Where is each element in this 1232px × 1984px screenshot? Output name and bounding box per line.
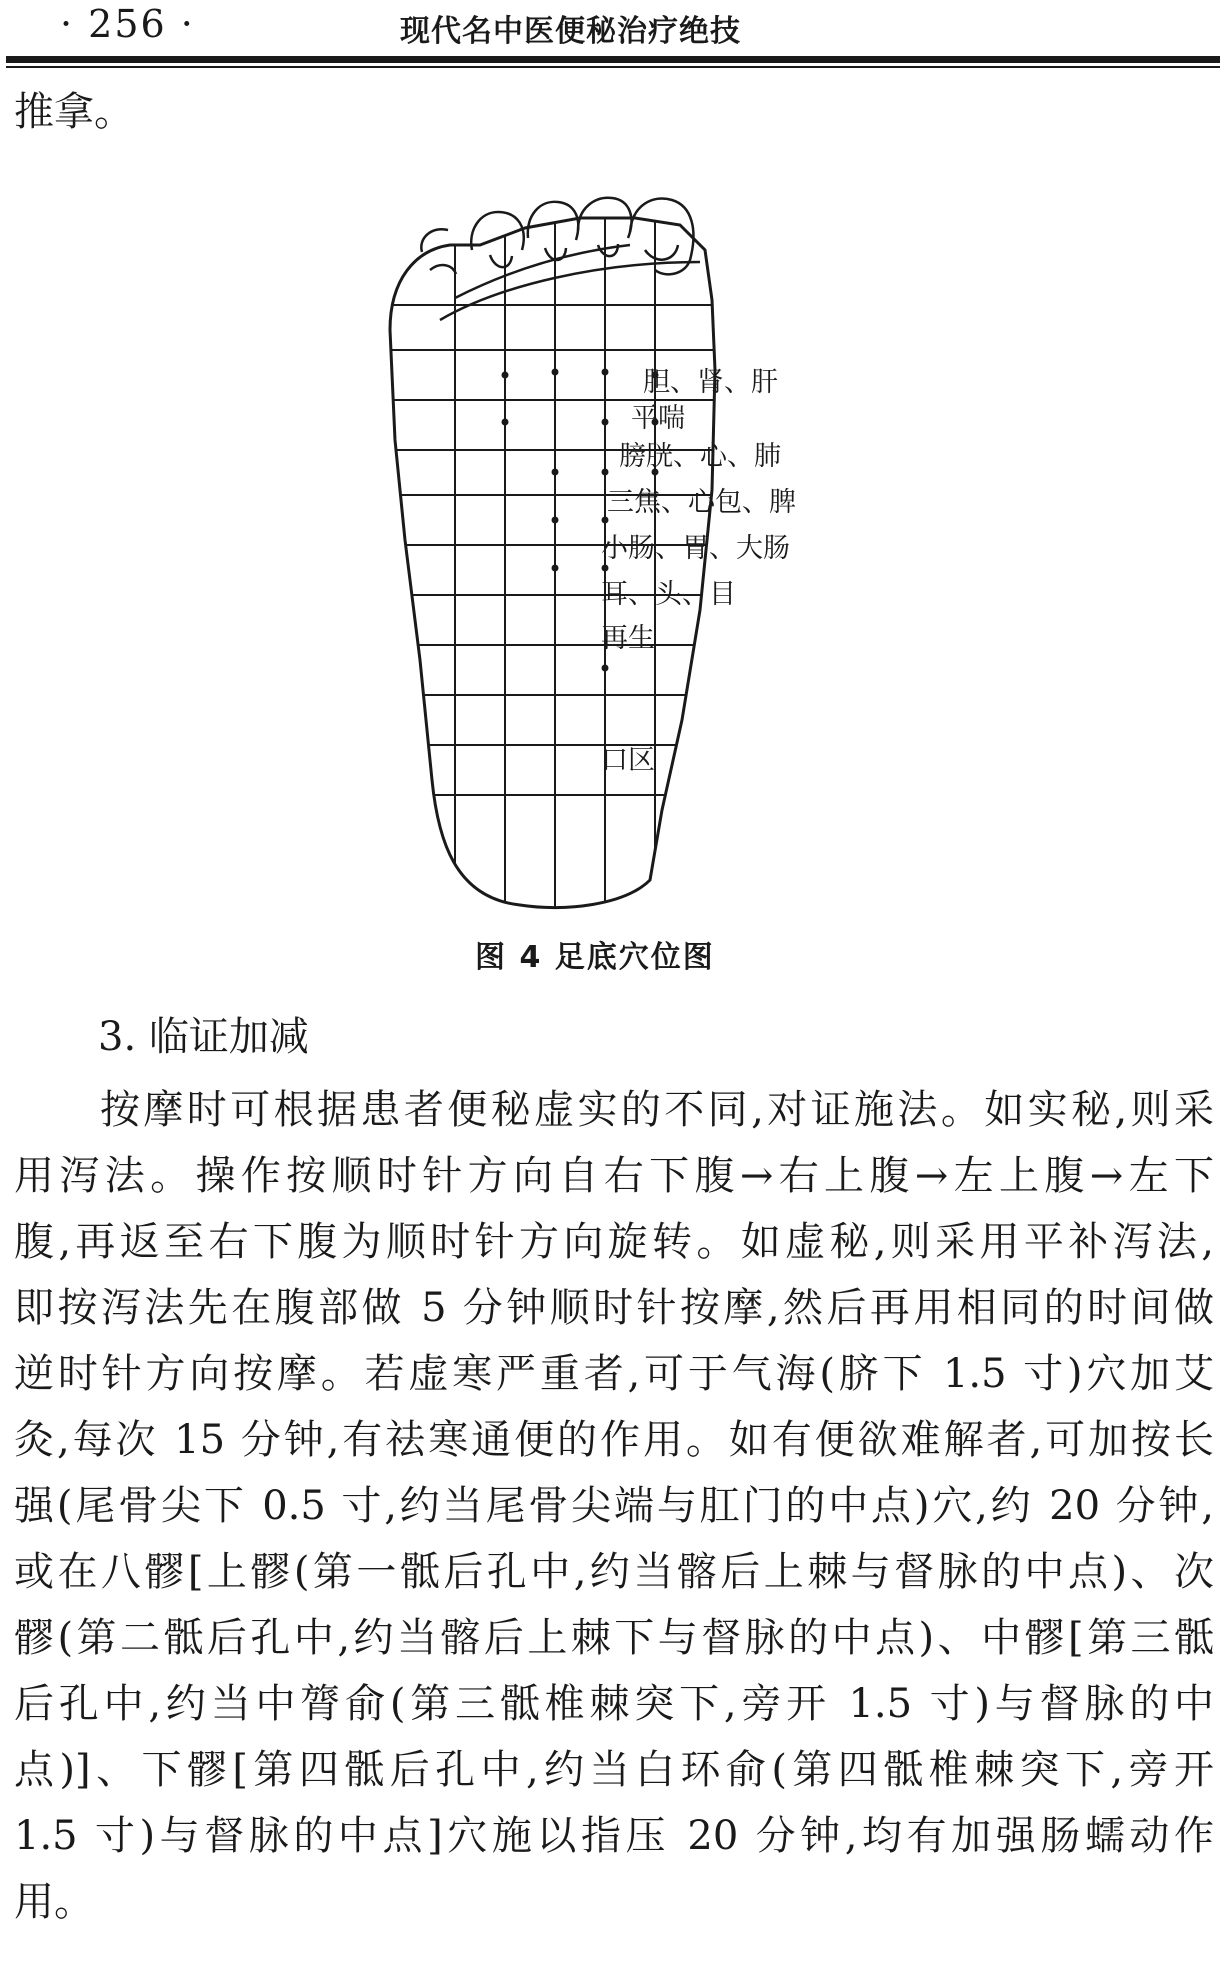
paragraph-line: 或在八髎[上髎(第一骶后孔中,约当髂后上棘与督脉的中点)、次 (14, 1549, 1214, 1595)
paragraph-line: 按摩时可根据患者便秘虚实的不同,对证施法。如实秘,则采 (100, 1087, 1214, 1133)
paragraph-line: 用。 (14, 1879, 94, 1925)
paragraph-line: 腹,再返至右下腹为顺时针方向旋转。如虚秘,则采用平补泻法, (14, 1219, 1214, 1265)
figure-label: 耳、头、目 (601, 579, 736, 610)
figure-label: 平喘 (631, 403, 685, 434)
paragraph-line: 点)]、下髎[第四骶后孔中,约当白环俞(第四骶椎棘突下,旁开 (14, 1747, 1214, 1793)
metatarsal-lines (440, 245, 700, 320)
figure-caption: 图 4 足底穴位图 (475, 940, 715, 975)
figure-label: 口区 (601, 745, 655, 776)
paragraph-line: 强(尾骨尖下 0.5 寸,约当尾骨尖端与肛门的中点)穴,约 20 分钟, (14, 1483, 1214, 1529)
figure-label: 膀胱、心、肺 (619, 441, 781, 472)
paragraph-line: 后孔中,约当中膂俞(第三骶椎棘突下,旁开 1.5 寸)与督脉的中 (14, 1681, 1214, 1727)
page-number: · 256 · (60, 2, 195, 46)
figure-label: 胆、肾、肝 (643, 367, 778, 398)
section-heading: 3. 临证加减 (98, 1014, 309, 1060)
page-header (0, 0, 1232, 70)
paragraph-line: 即按泻法先在腹部做 5 分钟顺时针按摩,然后再用相同的时间做 (14, 1285, 1214, 1331)
header-rule-thick (6, 56, 1220, 63)
running-title: 现代名中医便秘治疗绝技 (400, 14, 741, 49)
figure-label: 小肠、胃、大肠 (601, 533, 790, 564)
paragraph-line: 逆时针方向按摩。若虚寒严重者,可于气海(脐下 1.5 寸)穴加艾 (14, 1351, 1214, 1397)
paragraph-line: 灸,每次 15 分钟,有祛寒通便的作用。如有便欲难解者,可加按长 (14, 1417, 1214, 1463)
paragraph-line: 用泻法。操作按顺时针方向自右下腹→右上腹→左上腹→左下 (14, 1153, 1214, 1199)
header-rule-thin (6, 66, 1220, 68)
foot-sole-figure (360, 190, 860, 920)
intro-text: 推拿。 (14, 89, 134, 135)
paragraph-line: 髎(第二骶后孔中,约当髂后上棘下与督脉的中点)、中髎[第三骶 (14, 1615, 1214, 1661)
figure-label: 三焦、心包、脾 (607, 487, 796, 518)
figure-label: 再生 (601, 623, 655, 654)
paragraph-line: 1.5 寸)与督脉的中点]穴施以指压 20 分钟,均有加强肠蠕动作 (14, 1813, 1214, 1859)
